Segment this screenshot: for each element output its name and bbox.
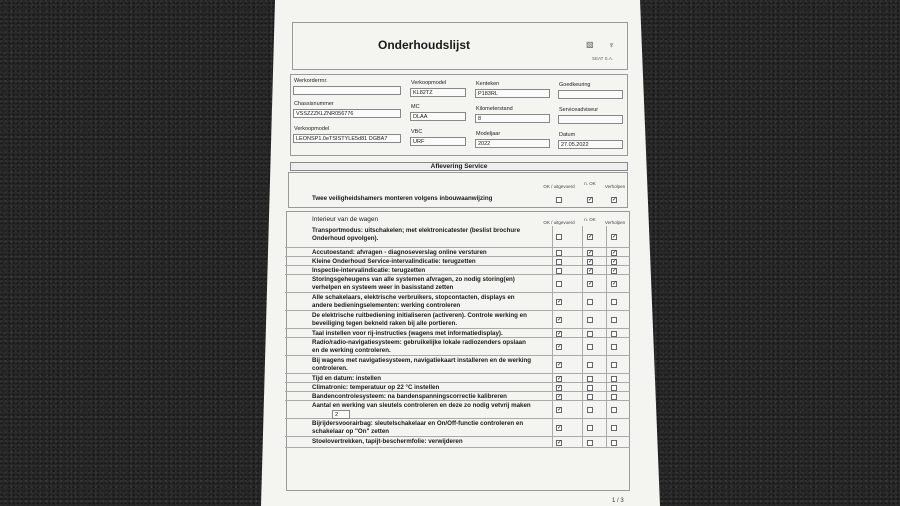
- section-aflevering-title: Aflevering Service: [290, 162, 628, 171]
- checkbox-verholpen[interactable]: [611, 299, 617, 305]
- keys-count-field[interactable]: 2: [332, 410, 350, 419]
- checkbox-ok[interactable]: ✓: [557, 393, 563, 400]
- checklist-item-text: Inspectie-intervalindicatie: terugzetten: [312, 267, 426, 274]
- checklist-item-text: Stoelovertrekken, tapijt-beschermfolie: verwijderen: [312, 438, 463, 445]
- checkbox-verholpen[interactable]: ✓: [612, 197, 618, 203]
- chassis-field[interactable]: VSSZZZKLZNR056776: [293, 109, 401, 118]
- verkoopmodel-label: Verkoopmodel: [411, 80, 447, 86]
- checklist-item-text: Kleine Onderhoud Service-intervalindicatie: terugzetten: [312, 258, 476, 265]
- checkbox-verholpen[interactable]: [611, 394, 617, 400]
- col-nok-header-2: n. OK: [584, 217, 596, 222]
- checkbox-ok[interactable]: ✓: [557, 375, 563, 382]
- checklist-item-text: Radio/radio-navigatiesysteem: gebruikelijke lokale radiozenders opslaan en de werking controleren.: [312, 339, 526, 354]
- checkbox-verholpen[interactable]: [611, 407, 617, 413]
- checkbox-ok[interactable]: ✓: [557, 299, 563, 305]
- col-verholpen-header: Verholpen: [604, 184, 626, 189]
- cupra-logo-icon: ♆: [608, 40, 615, 50]
- column-divider: [606, 226, 607, 448]
- checklist-item-text: Aantal en werking van sleutels controleren en deze zo nodig vetvrij maken: [312, 402, 531, 409]
- maintenance-form: [290, 0, 640, 506]
- checkbox-verholpen[interactable]: [611, 376, 617, 382]
- checkbox-ok[interactable]: [556, 259, 562, 265]
- checkbox-nok[interactable]: [587, 317, 593, 323]
- checkbox-nok[interactable]: [587, 344, 593, 350]
- page-number: 1 / 3: [612, 498, 624, 504]
- checklist-item-text: De elektrische ruitbediening initialiseren (activeren). Controle werking en beveiliging tegen bekneld raken bij alle portieren.: [312, 312, 527, 327]
- vbc-field[interactable]: URF: [410, 137, 466, 146]
- checkbox-ok[interactable]: ✓: [557, 407, 563, 413]
- kenteken-field[interactable]: P183RL: [475, 89, 550, 98]
- verkoopmodel2-field[interactable]: LEONSP1.0eTSISTYLE5d81 DGBA7: [293, 134, 401, 143]
- datum-field[interactable]: 27.05.2022: [558, 140, 623, 149]
- checkbox-verholpen[interactable]: ✓: [612, 249, 618, 256]
- checkbox-nok[interactable]: ✓: [588, 258, 594, 265]
- checkbox-ok[interactable]: ✓: [557, 384, 563, 391]
- mc-label: MC: [411, 104, 420, 110]
- vbc-label: VBC: [411, 129, 423, 135]
- page-title: Onderhoudslijst: [378, 38, 471, 52]
- brand-text: SEAT S.A.: [592, 56, 614, 61]
- goedkeuring-label: Goedkeuring: [559, 82, 591, 88]
- km-label: Kilometerstand: [476, 106, 513, 112]
- checklist-item-text: Alle schakelaars, elektrische verbruikers, stopcontacten, displays en andere bedieningselementen: werking controleren: [312, 294, 515, 309]
- checkbox-verholpen[interactable]: ✓: [612, 267, 618, 274]
- section-interieur-title: Interieur van de wagen: [312, 216, 379, 223]
- kenteken-label: Kenteken: [476, 81, 500, 87]
- checklist-item-text: Bij wagens met navigatiesysteem, navigatiekaart installeren en de werking controleren.: [312, 357, 532, 372]
- checkbox-ok[interactable]: [556, 250, 562, 256]
- checkbox-verholpen[interactable]: ✓: [612, 234, 618, 240]
- checkbox-nok[interactable]: [587, 331, 593, 337]
- checkbox-verholpen[interactable]: [611, 362, 617, 368]
- checkbox-nok[interactable]: [587, 385, 593, 391]
- checkbox-ok[interactable]: ✓: [557, 439, 563, 446]
- goedkeuring-field[interactable]: [558, 90, 623, 99]
- checkbox-ok[interactable]: [556, 268, 562, 274]
- checkbox-nok[interactable]: ✓: [588, 267, 594, 274]
- seat-logo-icon: ▧: [586, 40, 594, 49]
- checkbox-verholpen[interactable]: [611, 331, 617, 337]
- checkbox-nok[interactable]: [587, 376, 593, 382]
- checkbox-nok[interactable]: ✓: [588, 249, 594, 256]
- verkoopmodel-field[interactable]: KL82TZ: [410, 88, 466, 97]
- checkbox-verholpen[interactable]: [611, 385, 617, 391]
- col-verholpen-header-2: Verholpen: [604, 220, 626, 225]
- modeljaar-label: Modeljaar: [476, 131, 501, 137]
- checkbox-ok[interactable]: [556, 197, 562, 203]
- checkbox-nok[interactable]: [587, 362, 593, 368]
- checklist-item-text: Transportmodus: uitschakelen; met elektronicatester (beslist brochure Onderhoud opvolgen).: [312, 227, 521, 242]
- checkbox-nok[interactable]: [587, 394, 593, 400]
- chassis-label: Chassisnummer: [294, 101, 334, 107]
- checklist-item-text: Storingsgeheugens van alle systemen afvragen, zo nodig storing(en) verhelpen en systeem weer in basisstand zetten: [312, 276, 515, 291]
- km-field[interactable]: 8: [475, 114, 550, 123]
- item-veiligheidshamers: Twee veiligheidshamers monteren volgens inbouwaanwijzing: [312, 195, 493, 202]
- col-ok-header-2: OK / uitgevoerd: [543, 220, 575, 225]
- werkorder-label: Werkorderrnr.: [294, 78, 328, 84]
- col-ok-header: OK / uitgevoerd: [543, 184, 575, 189]
- mc-field[interactable]: DLAA: [410, 112, 466, 121]
- werkorder-field[interactable]: [293, 86, 401, 95]
- checkbox-ok[interactable]: [556, 234, 562, 240]
- checkbox-ok[interactable]: ✓: [557, 362, 563, 368]
- checkbox-ok[interactable]: [556, 281, 562, 287]
- checklist-item-text: Taal instellen voor rij-instructies (wagens met informatiedisplay).: [312, 330, 503, 337]
- checkbox-verholpen[interactable]: [611, 425, 617, 431]
- checkbox-nok[interactable]: [587, 407, 593, 413]
- checkbox-nok[interactable]: [587, 440, 593, 446]
- checklist-item-text: Climatronic: temperatuur op 22 °C instellen: [312, 384, 440, 391]
- checkbox-verholpen[interactable]: [611, 440, 617, 446]
- checkbox-ok[interactable]: ✓: [557, 317, 563, 323]
- checkbox-verholpen[interactable]: ✓: [612, 258, 618, 265]
- checkbox-nok[interactable]: ✓: [588, 281, 594, 287]
- checkbox-nok[interactable]: [587, 299, 593, 305]
- checklist-item-text: Bijrijdersvoorairbag: sleutelschakelaar en On/Off-functie controleren en schakelaar op "On" zetten: [312, 420, 524, 435]
- checkbox-ok[interactable]: ✓: [557, 425, 563, 431]
- checkbox-verholpen[interactable]: [611, 317, 617, 323]
- checkbox-ok[interactable]: ✓: [557, 344, 563, 350]
- checkbox-nok[interactable]: ✓: [588, 197, 594, 203]
- col-nok-header: n. OK: [584, 181, 596, 186]
- serviceadviseur-label: Serviceadviseur: [559, 107, 599, 113]
- checklist-item-text: Accutoestand: afvragen - diagnoseverslag online versturen: [312, 249, 487, 256]
- checkbox-nok[interactable]: [587, 425, 593, 431]
- datum-label: Datum: [559, 132, 576, 138]
- column-divider: [582, 226, 583, 448]
- modeljaar-field[interactable]: 2022: [475, 139, 550, 148]
- verkoopmodel2-label: Verkoopmodel: [294, 126, 330, 132]
- checkbox-verholpen[interactable]: [611, 344, 617, 350]
- column-divider: [552, 226, 553, 448]
- checkbox-nok[interactable]: ✓: [588, 234, 594, 240]
- checklist-item-text: Bandencontrolesysteem: na bandenspanningscorrectie kalibreren: [312, 393, 507, 400]
- checkbox-verholpen[interactable]: ✓: [612, 281, 618, 287]
- checklist-item-text: Tijd en datum: instellen: [312, 375, 381, 382]
- checkbox-ok[interactable]: ✓: [557, 330, 563, 337]
- section-aflevering-box: [288, 172, 628, 208]
- serviceadviseur-field[interactable]: [558, 115, 623, 124]
